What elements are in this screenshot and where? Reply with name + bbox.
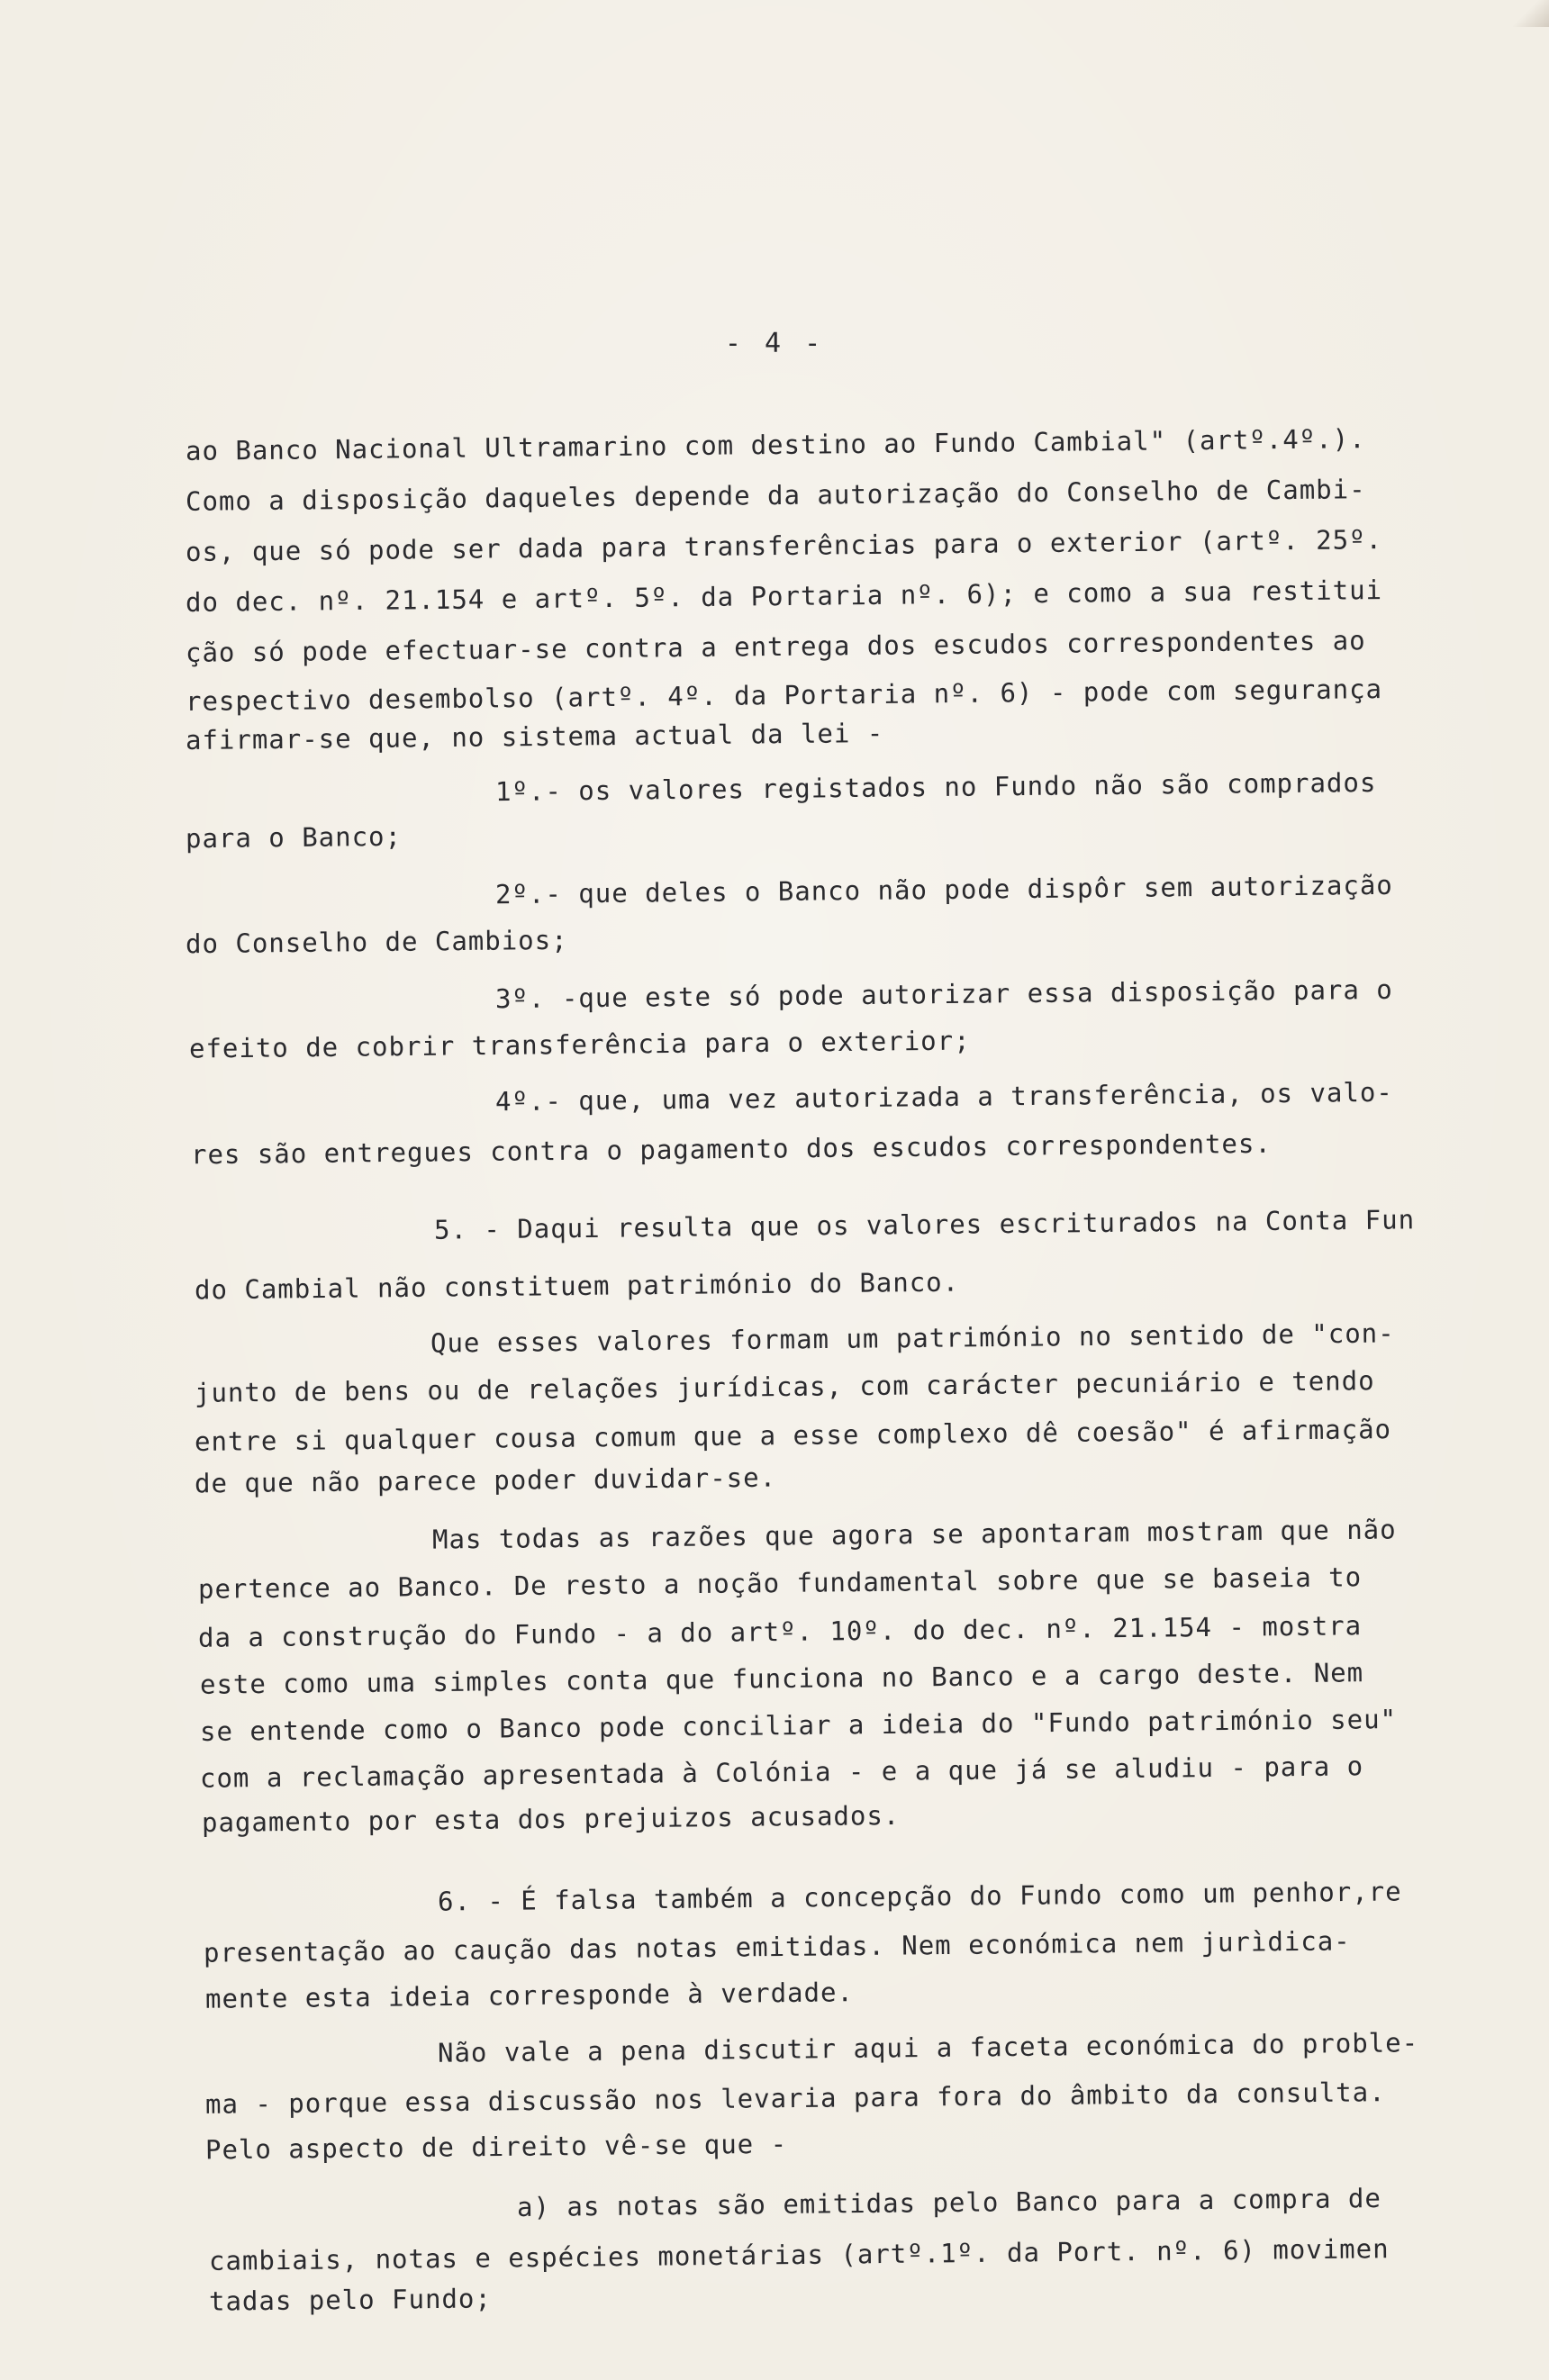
text-line: mente esta ideia corresponde à verdade. <box>204 1977 855 2014</box>
text-line: tadas pelo Fundo; <box>208 2283 492 2317</box>
text-line: se entende como o Banco pode conciliar a ideia do "Fundo património seu" <box>199 1704 1398 1747</box>
text-line: ma - porque essa discussão nos levaria para fora do âmbito da consulta. <box>204 2077 1386 2120</box>
text-line: res são entregues contra o pagamento dos escudos correspondentes. <box>190 1127 1273 1171</box>
text-line: Mas todas as razões que agora se apontaram mostram que não <box>431 1514 1397 1555</box>
text-line: presentação ao caução das notas emitidas. Nem económica nem jurìdica- <box>203 1925 1351 1968</box>
text-line: 2º.- que deles o Banco não pode dispôr sem autorização <box>494 869 1393 910</box>
text-line: os, que só pode ser dada para transferências para o exterior (artº. 25º. <box>185 524 1383 567</box>
text-line: este como uma simples conta que funciona no Banco e a cargo deste. Nem <box>199 1657 1364 1700</box>
text-line: 4º.- que, uma vez autorizada a transferência, os valo- <box>494 1076 1393 1118</box>
text-line: do Cambial não constituem património do Banco. <box>194 1266 960 1306</box>
text-line: cambiais, notas e espécies monetárias (artº.1º. da Port. nº. 6) movimen <box>208 2233 1390 2276</box>
text-line: afirmar-se que, no sistema actual da lei - <box>185 717 884 756</box>
text-line: com a reclamação apresentada à Colónia - e a que já se aludiu - para o <box>199 1751 1364 1794</box>
text-line: Pelo aspecto de direito vê-se que - <box>204 2128 788 2166</box>
text-line: entre si qualquer cousa comum que a esse complexo dê coesão" é afirmação <box>194 1414 1392 1457</box>
text-line: 1º.- os valores registados no Fundo não são comprados <box>494 766 1377 808</box>
text-line: pagamento por esta dos prejuizos acusados. <box>201 1799 901 1839</box>
text-line: pertence ao Banco. De resto a noção fundamental sobre que se baseia to <box>197 1561 1363 1605</box>
text-line: do Conselho de Cambios; <box>185 924 568 960</box>
text-line: Não vale a pena discutir aqui a faceta económica do proble- <box>437 2027 1419 2068</box>
text-line: ção só pode efectuar-se contra a entrega dos escudos correspondentes ao <box>185 625 1366 668</box>
text-line: de que não parece poder duvidar-se. <box>194 1461 777 1499</box>
text-line: Que esses valores formam um património no sentido de "con- <box>430 1317 1395 1359</box>
text-line: a) as notas são emitidas pelo Banco para a compra de <box>516 2182 1382 2223</box>
text-line: 5. - Daqui resulta que os valores escriturados na Conta Fun <box>433 1204 1416 1245</box>
text-line: ao Banco Nacional Ultramarino com destino ao Fundo Cambial" (artº.4º.). <box>185 423 1366 466</box>
page-corner-mark <box>1513 0 1549 27</box>
text-line: 3º. -que este só pode autorizar essa disposição para o <box>494 973 1393 1015</box>
text-line: junto de bens ou de relações jurídicas, com carácter pecuniário e tendo <box>194 1365 1375 1408</box>
text-line: respectivo desembolso (artº. 4º. da Portaria nº. 6) - pode com segurança <box>185 674 1383 717</box>
text-line: do dec. nº. 21.154 e artº. 5º. da Portaria nº. 6); e como a sua restitui <box>185 575 1383 618</box>
text-line: para o Banco; <box>185 820 403 855</box>
page-number: - 4 - <box>724 328 825 359</box>
text-line: 6. - É falsa também a concepção do Fundo como um penhor,re <box>437 1876 1402 1917</box>
text-line: da a construção do Fundo - a do artº. 10º. do dec. nº. 21.154 - mostra <box>197 1610 1363 1653</box>
text-line: efeito de cobrir transferência para o exterior; <box>188 1025 971 1064</box>
text-line: Como a disposição daqueles depende da autorização do Conselho de Cambi- <box>185 474 1366 517</box>
